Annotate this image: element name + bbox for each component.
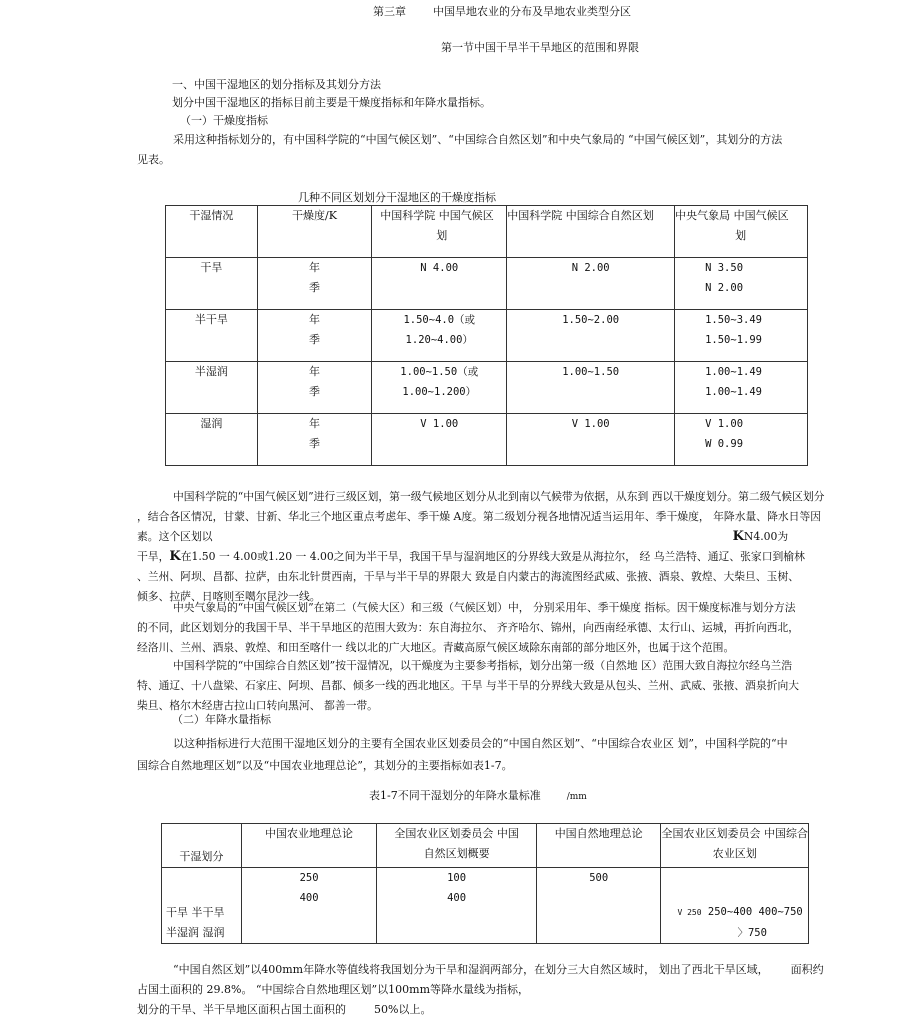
value-cell: 1.50~4.0（或 1.20~4.00） [372,310,507,362]
paragraph-natural-regionalization [137,960,897,1020]
section-title: 第一节中国干旱半干旱地区的范围和界限 [441,41,639,54]
row-name: 干旱 [166,258,258,310]
table-row [166,414,808,466]
value-cell: 250 400 [241,868,376,944]
row-name: 湿润 [166,414,258,466]
value-cell: 1.00~1.49 1.00~1.49 [675,362,808,414]
text-line: 柴旦、格尔木经唐古拉山口转向黑河、 都善一带。 [137,699,378,712]
text-line: 占国土面积的 29.8%。 “中国综合自然地理区划”以100mm等降水量线为指标， [137,983,530,996]
table-row [166,362,808,414]
text-line: 经洛川、兰州、酒泉、敦煌、和田至喀什一 线以北的广大地区。青藏高原气候区域除东南部的部分地区外，也属于这个范围。 [137,641,735,654]
text-line: 中央气象局的“中国气候区划”在第二（气候大区）和三级（气候区划）中， 分别采用年、季干燥度 指标。因干燥度标准与划分方法 [173,601,796,614]
text-line: 见表。 [137,153,170,166]
period-cell: 年 季 [257,414,372,466]
aridity-table [165,205,808,466]
text-line: “中国自然区划”以400mm年降水等值线将我国划分为干旱和湿润两部分，在划分三大自然区域时， 划出了西北干旱区域， 面积约 [173,963,824,976]
value-cell: V 1.00 [372,414,507,466]
paragraph-cma-climate [137,598,897,658]
subheading-precipitation: （二）年降水量指标 [172,713,271,726]
text-line: 以这种指标进行大范围干湿地区划分的主要有全国农业区划委员会的“中国自然区划”、“中国综合农业区 划”，中国科学院的“中 [173,737,788,750]
text-line: 、兰州、阿坝、昌都、拉萨，由东北针贯西南，干旱与半干旱的界限大 致是自内蒙古的海流图经武威、张掖、酒泉、敦煌、大柴旦、玉树、 [137,570,800,583]
period-cell: 年 季 [257,310,372,362]
row-name: 半湿润 [166,362,258,414]
period-cell: 年 季 [257,258,372,310]
table-header-row [166,206,808,258]
paragraph-cas-natural [137,656,897,716]
header-cell: 干燥度/K [257,206,372,258]
value-cell: 1.50~2.00 [507,310,675,362]
text-line: 特、通辽、十八盘梁、石家庄、阿坝、昌都、倾多一线的西北地区。干旱 与半干旱的分界线大致是从包头、兰州、武威、张掖、酒泉折向大 [137,679,800,692]
header-cell: 全国农业区划委员会 中国 自然区划概要 [377,824,537,868]
text-line: 中国科学院的“中国综合自然区划”按干湿情况，以干燥度为主要参考指标，划分出第一级（自然地 区）范围大致自海拉尔经乌兰浩 [173,659,793,672]
value-cell: V 1.00 W 0.99 [675,414,808,466]
subheading-aridity: （一）干燥度指标 [180,114,268,127]
value-cell: N 4.00 [372,258,507,310]
header-cell: 中国自然地理总论 [536,824,661,868]
text-line: 中国科学院的“中国气候区划”进行三级区划，第一级气候地区划分从北到南以气候带为依据，从东到 西以干燥度划分。第二级气候区划分 [173,490,825,503]
text-line: 国综合自然地理区划”以及“中国农业地理总论”，其划分的主要指标如表1-7。 [137,759,513,772]
text-line: 的不同，此区划划分的我国干旱、半干旱地区的范围大致为：东自海拉尔、 齐齐哈尔、锦州，向西南经承德、太行山、运城，再折向西北， [137,621,800,634]
text-line: 干旱，K在1.50 一 4.00或1.20 一 4.00之间为半干旱，我国干旱与湿润地区的分界线大致是从海拉尔， 经 乌兰浩特、通辽、张家口到榆林 [137,549,805,564]
header-cell: 中国科学院 中国综合自然区划 [507,206,675,258]
header-cell: 中央气象局 中国气候区 划 [675,206,808,258]
value-cell: 500 [536,868,661,944]
value-cell: 1.00~1.50（或 1.00~1.200） [372,362,507,414]
value-cell: V 1.00 [507,414,675,466]
period-cell: 年 季 [257,362,372,414]
table-header-row [162,824,809,868]
value-cell: 1.00~1.50 [507,362,675,414]
text-line: ，结合各区情况，甘蒙、甘新、华北三个地区重点考虑年、季干燥 A度。第二级划分视各地情况适当运用年、季干燥度， 年降水量、降水日等因 [137,510,822,523]
paragraph-aridity-intro [137,130,897,170]
text-line: 划分的干旱、半干旱地区面积占国土面积的 50%以上。 [137,1003,432,1016]
text-line: 素。这个区划以 KN4.00为 [137,529,789,544]
section-intro: 划分中国干湿地区的指标目前主要是干燥度指标和年降水量指标。 [172,96,491,109]
table2-caption: 表1-7不同干湿划分的年降水量标准 /mm [369,789,587,802]
row-name: 干旱 半干旱 半湿润 湿润 [162,868,242,944]
paragraph-cas-climate [137,487,897,607]
text-line: 采用这种指标划分的，有中国科学院的“中国气候区划”、“中国综合自然区划”和中央气象局的 “中国气候区划”，其划分的方法 [173,133,783,146]
header-cell: 全国农业区划委员会 中国综合 农业区划 [661,824,809,868]
table1-caption: 几种不同区划划分干湿地区的干燥度指标 [298,191,496,204]
row-name: 半干旱 [166,310,258,362]
value-cell: N 2.00 [507,258,675,310]
value-cell: V 250 250~400 400~750 〉750 [661,868,809,944]
paragraph-precip-intro [137,733,897,777]
chapter-title: 中国旱地农业的分布及旱地农业类型分区 [433,5,631,18]
section-heading: 一、中国干湿地区的划分指标及其划分方法 [172,78,381,91]
text-line: 倾多、拉萨、日喀则至噶尔昆沙一线。 [137,590,321,603]
value-cell: N 3.50 N 2.00 [675,258,808,310]
table-row [166,258,808,310]
precipitation-table [161,823,809,944]
value-cell: 100 400 [377,868,537,944]
table-row [166,310,808,362]
header-cell: 干湿划分 [162,824,242,868]
value-cell: 1.50~3.49 1.50~1.99 [675,310,808,362]
header-cell: 干湿情况 [166,206,258,258]
header-cell: 中国科学院 中国气候区 划 [372,206,507,258]
table-row [162,868,809,944]
chapter-number: 第三章 [373,5,406,18]
header-cell: 中国农业地理总论 [241,824,376,868]
